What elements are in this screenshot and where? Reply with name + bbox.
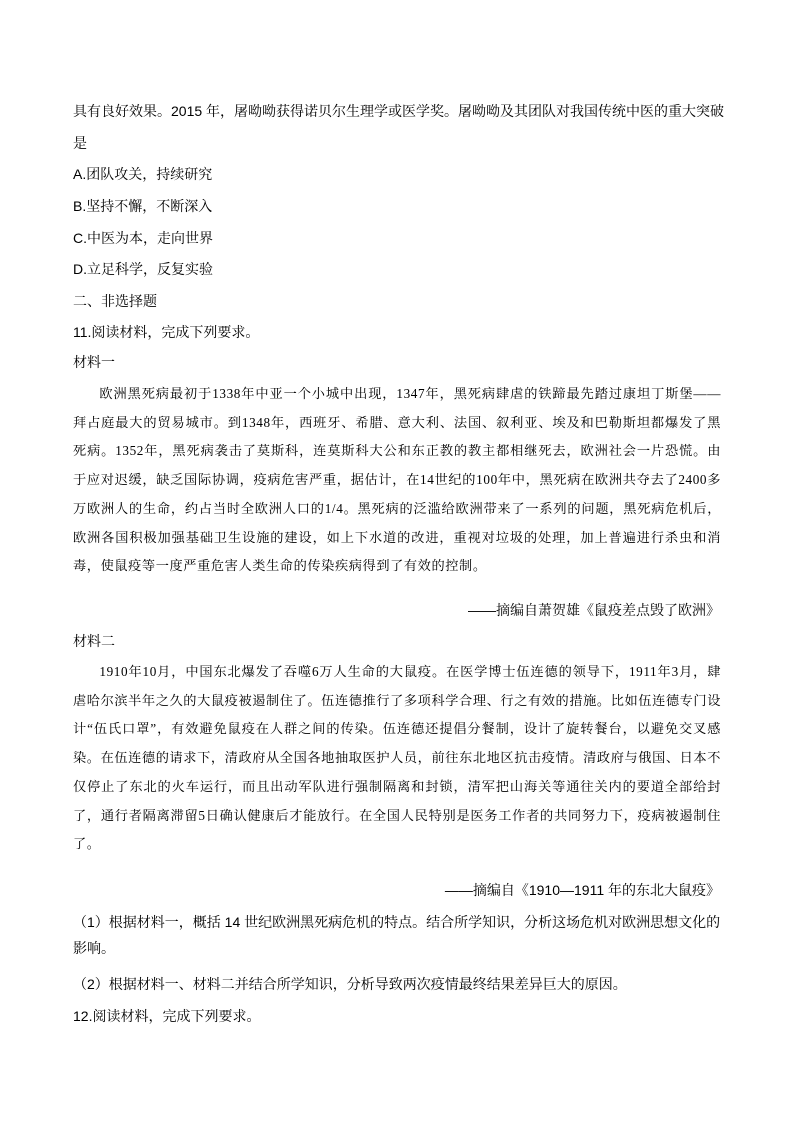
- option-a: A.团队攻关，持续研究: [73, 166, 213, 182]
- option-d: D.立足科学，反复实验: [73, 261, 213, 277]
- material-2-source: ——摘编自《1910—1911 年的东北大鼠疫》: [444, 882, 720, 898]
- sub-question-1: （1）根据材料一，概括 14 世纪欧洲黑死病危机的特点。结合所学知识，分析这场危机对欧洲思想文化的影响。: [73, 914, 721, 956]
- material-2-text: 1910年10月，中国东北爆发了吞噬6万人生命的大鼠疫。在医学博士伍连德的领导下，1911年3月，肆虐哈尔滨半年之久的大鼠疫被遏制住了。伍连德推行了多项科学合理、行之有效的措施。比如伍连德专门设计“伍氏口罩”，有效避免鼠疫在人群之间的传染。伍连德还提倡分餐制，设计了旋转餐台，以避免交叉感染。在伍连德的请求下，清政府从全国各地抽取医护人员，前往东北地区抗击疫情。清政府与俄国、日本不仅停止了东北的火车运行，而且出动军队进行强制隔离和封锁，清军把山海关等通往关内的要道全部给封了，通行者隔离滞留5日确认健康后才能放行。在全国人民特别是医务工作者的共同努力下，疫病被遏制住了。: [73, 664, 722, 852]
- question-stem-line: 具有良好效果。2015 年，屠呦呦获得诺贝尔生理学或医学奖。屠呦呦及其团队对我国传统中医的重大突破: [73, 103, 725, 119]
- material-1-text: 欧洲黑死病最初于1338年中亚一个小城中出现，1347年，黑死病肆虐的铁蹄最先踏过康坦丁斯堡——拜占庭最大的贸易城市。到1348年，西班牙、希腊、意大利、法国、叙利亚、埃及和巴勒斯坦都爆发了黑死病。1352年，黑死病袭击了莫斯科，连莫斯科大公和东正教的教主都相继死去，欧洲社会一片恐慌。由于应对迟缓，缺乏国际协调，疫病危害严重，据估计，在14世纪的100年中，黑死病在欧洲共夺去了2400多万欧洲人的生命，约占当时全欧洲人口的1/4。黑死病的泛滥给欧洲带来了一系列的问题，黑死病危机后，欧洲各国积极加强基础卫生设施的建设，如上下水道的改进，重视对垃圾的处理，加上普遍进行杀虫和消毒，使鼠疫等一度严重危害人类生命的传染疾病得到了有效的控制。: [73, 386, 721, 574]
- question-12-prompt: 12.阅读材料，完成下列要求。: [73, 1008, 261, 1024]
- sub-question-2: （2）根据材料一、材料二并结合所学知识，分析导致两次疫情最终结果差异巨大的原因。: [73, 976, 627, 992]
- option-c: C.中医为本，走向世界: [73, 230, 213, 246]
- question-stem-line-end: 是: [73, 135, 87, 151]
- material-1-label: 材料一: [73, 354, 115, 370]
- material-2-label: 材料二: [73, 633, 115, 649]
- option-b: B.坚持不懈，不断深入: [73, 198, 213, 214]
- material-1-source: ——摘编自萧贺雄《鼠疫差点毁了欧洲》: [468, 602, 720, 618]
- question-11-prompt: 11.阅读材料，完成下列要求。: [73, 324, 260, 340]
- section-heading: 二、非选择题: [73, 293, 157, 309]
